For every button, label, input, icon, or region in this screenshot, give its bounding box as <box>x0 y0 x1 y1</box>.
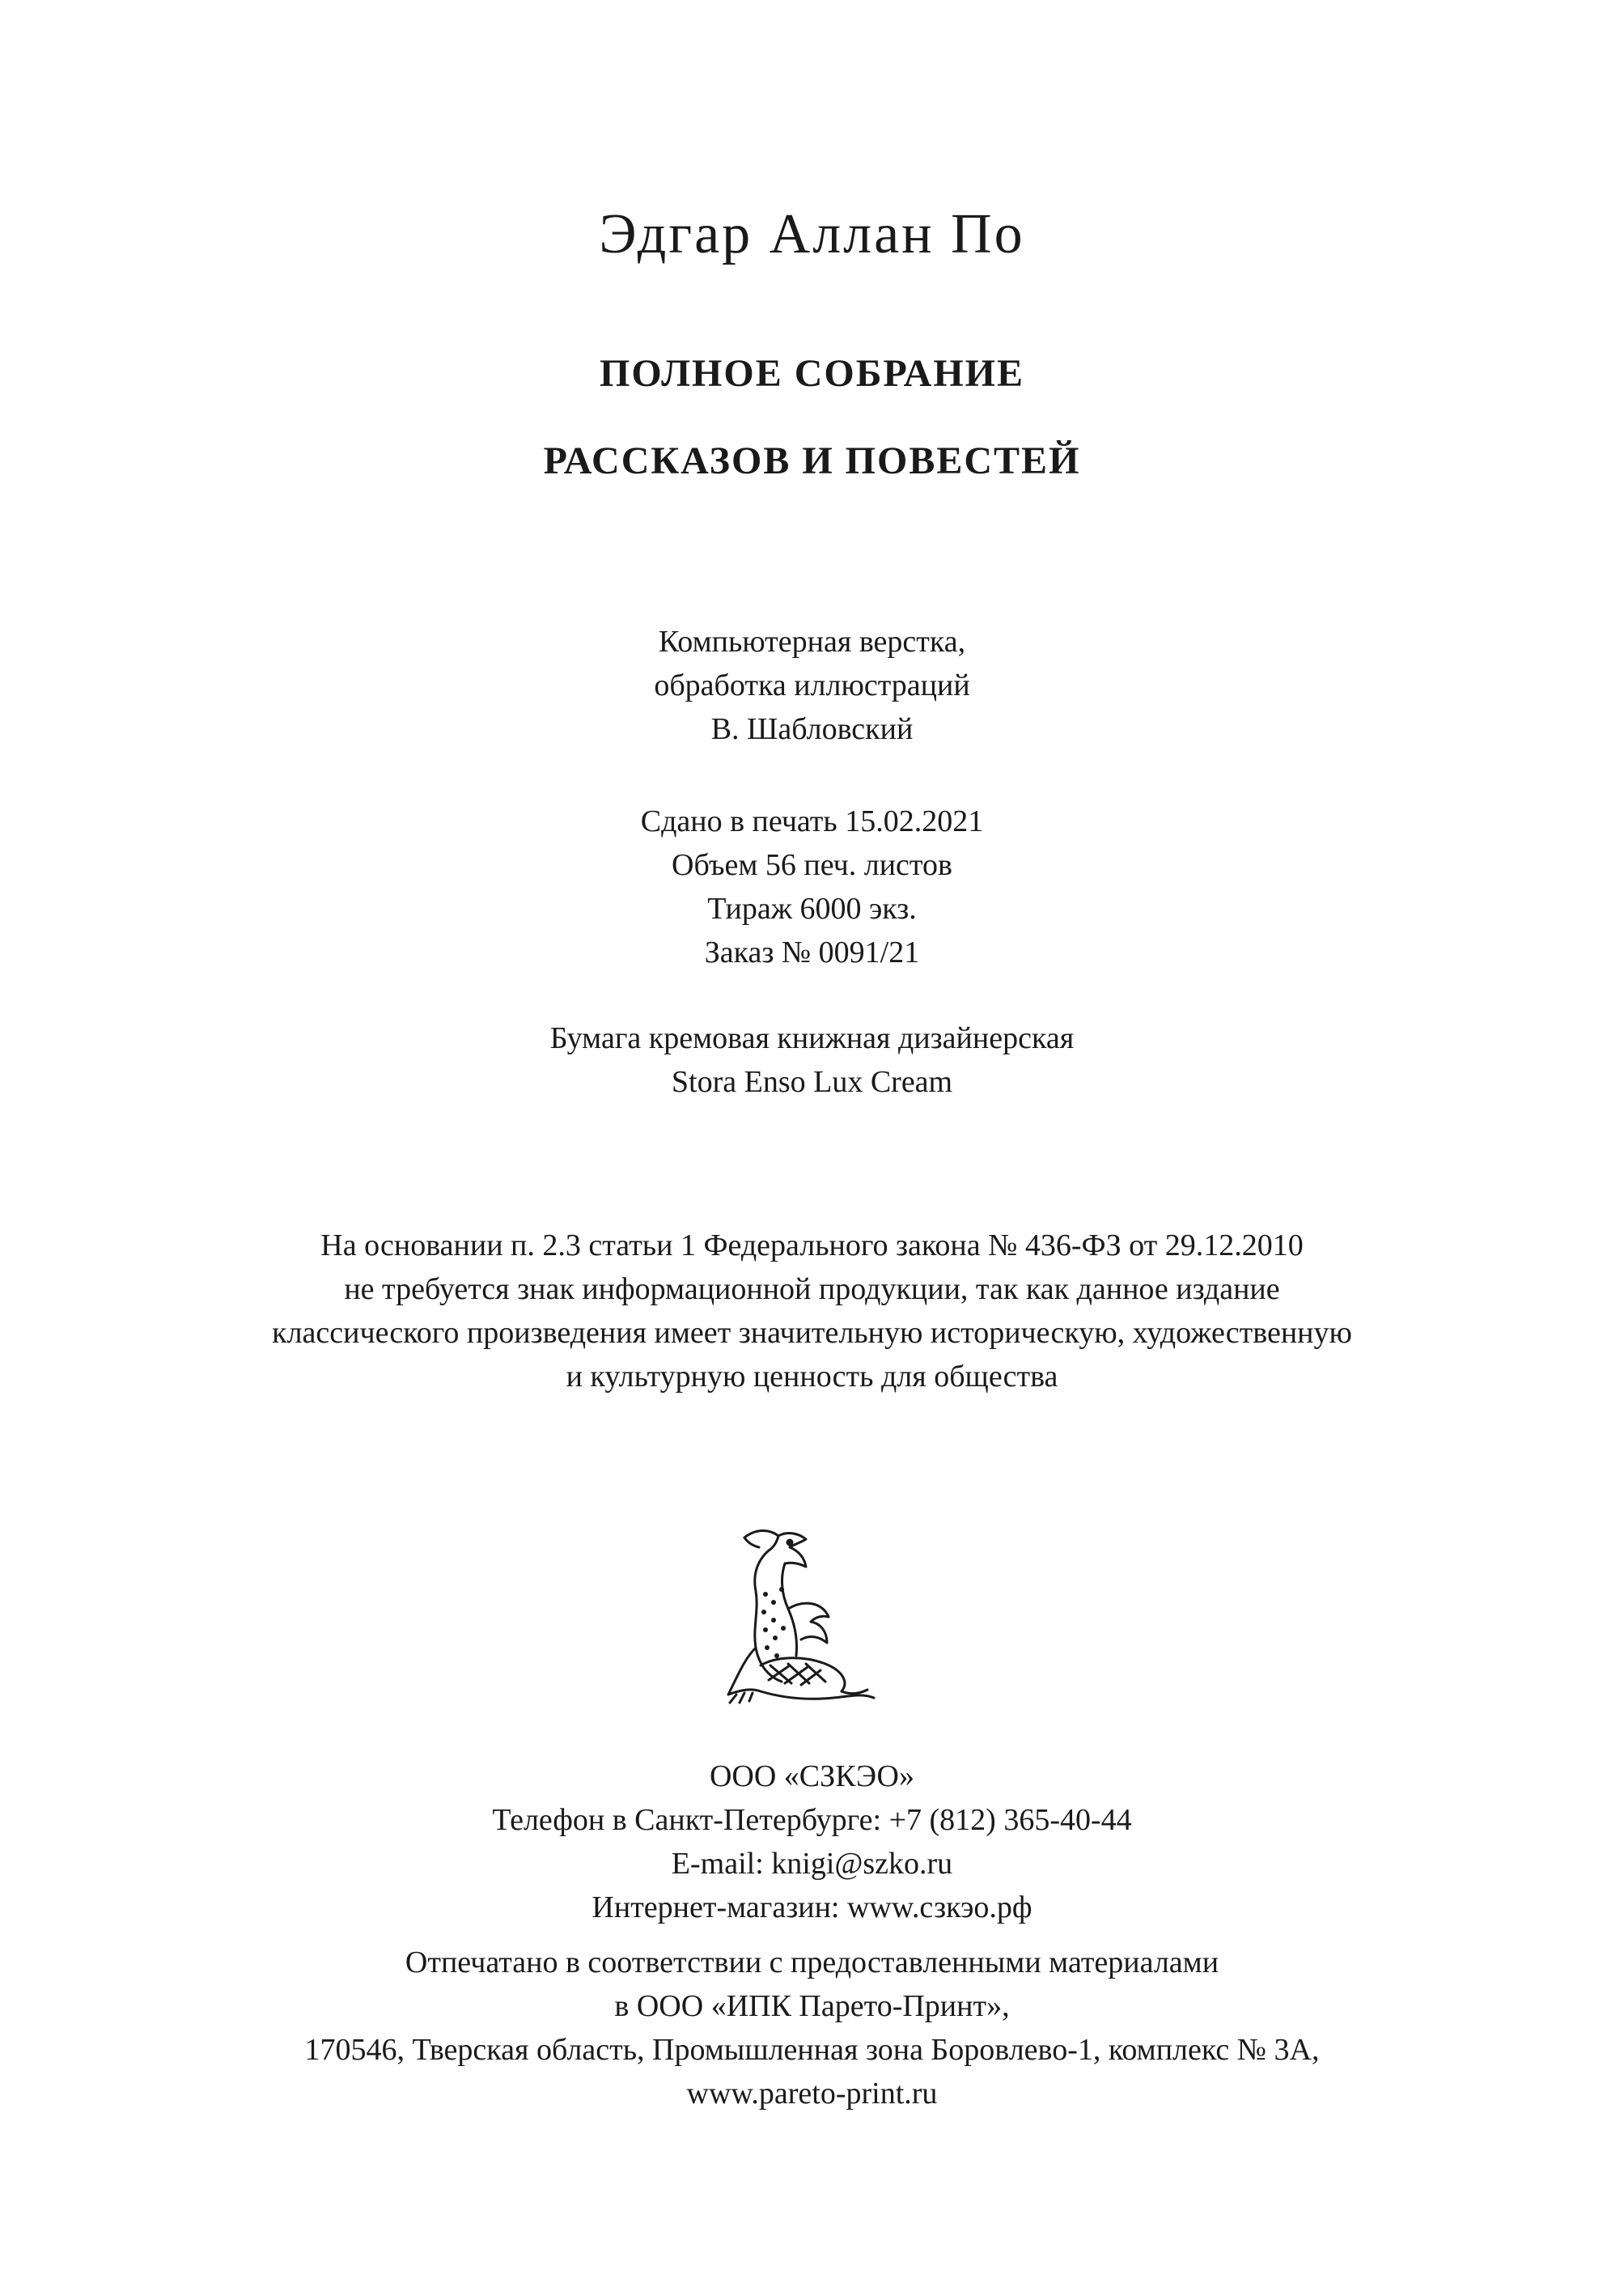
print-info <box>0 800 1624 974</box>
publisher-email: E-mail: knigi@szko.ru <box>671 1847 953 1881</box>
credits-line: Компьютерная верстка, <box>658 625 966 659</box>
printer-line: Отпечатано в соответствии с предоставленными материалами <box>405 1945 1219 1979</box>
publisher-phone: Телефон в Санкт-Петербурге: +7 (812) 365-40-44 <box>492 1803 1132 1837</box>
print-volume: Объем 56 печ. листов <box>672 848 952 882</box>
printer-info <box>0 1941 1624 2115</box>
paper-line: Бумага кремовая книжная дизайнерская <box>549 1021 1075 1055</box>
print-run: Тираж 6000 экз. <box>707 892 917 926</box>
order-number: Заказ № 0091/21 <box>704 935 920 969</box>
book-title-line-1: ПОЛНОЕ СОБРАНИЕ <box>600 352 1024 395</box>
paper-info <box>0 1016 1624 1104</box>
book-title-line-2: РАССКАЗОВ И ПОВЕСТЕЙ <box>543 439 1081 482</box>
printer-line: 170546, Тверская область, Промышленная зона Боровлево-1, комплекс № 3А, <box>304 2033 1320 2067</box>
layout-credits <box>0 620 1624 751</box>
legal-notice <box>0 1224 1624 1398</box>
legal-line: не требуется знак информационной продукции, так как данное издание <box>344 1272 1280 1306</box>
printer-website: www.pareto-print.ru <box>686 2077 938 2111</box>
printer-line: в ООО «ИПК Парето-Принт», <box>614 1989 1010 2023</box>
author-name: Эдгар Аллан По <box>599 203 1025 265</box>
publisher-shop: Интернет-магазин: www.сзкэо.рф <box>592 1890 1032 1924</box>
publisher-info <box>0 1754 1624 1929</box>
legal-line: и культурную ценность для общества <box>566 1360 1058 1394</box>
print-date: Сдано в печать 15.02.2021 <box>640 804 984 838</box>
dragon-icon <box>720 1521 882 1720</box>
credits-line: В. Шабловский <box>710 712 914 746</box>
legal-line: На основании п. 2.3 статьи 1 Федерального закона № 436-ФЗ от 29.12.2010 <box>320 1228 1304 1262</box>
legal-line: классического произведения имеет значительную историческую, художественную <box>272 1316 1352 1350</box>
paper-line: Stora Enso Lux Cream <box>671 1065 953 1099</box>
credits-line: обработка иллюстраций <box>654 668 970 702</box>
publisher-name: ООО «СЗКЭО» <box>709 1759 914 1793</box>
